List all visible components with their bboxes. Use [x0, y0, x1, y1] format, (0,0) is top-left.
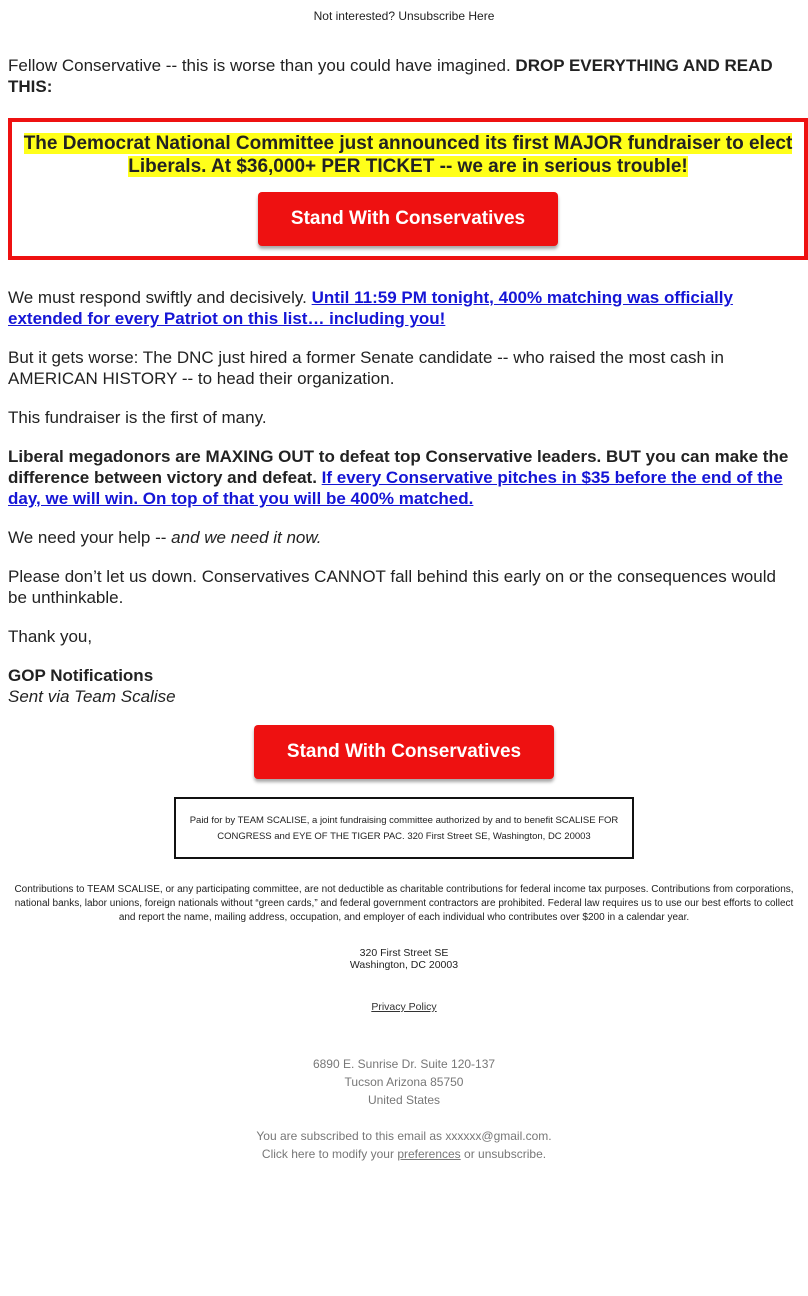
paragraph-dont-let-down: Please don’t let us down. Conservatives CANNOT fall behind this early on or the consequences would be unthinkable. — [8, 567, 776, 607]
mailer-address-line-3: United States — [367, 1093, 441, 1107]
subscribed-text: You are subscribed to this email as xxxxxx@gmail.com. — [256, 1129, 552, 1143]
stand-with-conservatives-bottom-button[interactable]: Stand With Conservatives — [254, 725, 554, 779]
unsubscribe-link[interactable]: Not interested? Unsubscribe Here — [313, 9, 495, 23]
mailer-address-line-1: 6890 E. Sunrise Dr. Suite 120-137 — [312, 1057, 496, 1071]
signature-name: GOP Notifications — [8, 666, 154, 685]
intro-bold: DROP EVERYTHING AND READ THIS: — [8, 56, 773, 96]
alert-box — [8, 118, 808, 260]
address-line-2: Washington, DC 20003 — [349, 959, 459, 971]
paragraph-respond — [8, 287, 798, 329]
bottom-button-wrap — [0, 725, 808, 779]
paid-for-box: Paid for by TEAM SCALISE, a joint fundraising committee authorized by and to benefit SCALISE FOR CONGRESS and EYE OF THE TIGER PAC. 320 First Street SE, Washington, DC 20003 — [174, 797, 634, 859]
modify-suffix: or unsubscribe. — [464, 1147, 547, 1161]
alert-headline-text: The Democrat National Committee just announced its first MAJOR fundraiser to elect Liberals. At $36,000+ PER TICKET -- we are in serious trouble! — [23, 133, 793, 177]
contribution-disclaimer: Contributions to TEAM SCALISE, or any participating committee, are not deductible as charitable contributions for federal income tax purposes. Contributions from corporations, national banks, labor unions, foreign nationals without “green cards,” and federal government contractors are prohibited. Federal law requires us to use our best efforts to collect and report the name, mailing address, occupation, and employer of each individual who contributes over $200 in a calendar year. — [14, 884, 794, 923]
paragraph-worse: But it gets worse: The DNC just hired a former Senate candidate -- who raised the most cash in AMERICAN HISTORY -- to head their organization. — [8, 348, 724, 388]
privacy-policy-wrap — [0, 1001, 808, 1013]
address-line-1: 320 First Street SE — [359, 947, 449, 959]
committee-address — [0, 947, 808, 971]
pitch-in-link[interactable]: If every Conservative pitches in $35 before the end of the day, we will win. On top of that you will be 400% matched. — [8, 468, 783, 508]
subscription-info — [0, 1127, 808, 1163]
need-help-italic: and we need it now. — [171, 528, 322, 547]
privacy-policy-link[interactable]: Privacy Policy — [371, 1001, 437, 1013]
intro-text: Fellow Conservative -- this is worse than you could have imagined. — [8, 56, 511, 75]
matching-link[interactable]: Until 11:59 PM tonight, 400% matching was officially extended for every Patriot on this list… including you! — [8, 288, 733, 328]
signature-sub: Sent via Team Scalise — [8, 687, 176, 706]
need-help-text: We need your help -- — [8, 528, 167, 547]
paragraph-megadonors — [8, 446, 798, 509]
modify-line — [0, 1145, 808, 1163]
respond-text: We must respond swiftly and decisively. — [8, 288, 307, 307]
megadonors-bold: Liberal megadonors are MAXING OUT to defeat top Conservative leaders. BUT you can make the difference between victory and defeat. — [8, 447, 789, 487]
preferences-link[interactable]: preferences — [397, 1147, 461, 1161]
paragraph-first-of-many: This fundraiser is the first of many. — [8, 408, 267, 427]
alert-headline — [12, 132, 804, 178]
mailer-address-line-2: Tucson Arizona 85750 — [344, 1075, 464, 1089]
modify-prefix: Click here to modify your — [261, 1147, 394, 1161]
signature — [8, 665, 798, 707]
stand-with-conservatives-button[interactable]: Stand With Conservatives — [258, 192, 558, 246]
intro-paragraph — [8, 55, 798, 97]
paragraph-thank-you: Thank you, — [8, 627, 93, 646]
paragraph-need-help — [8, 527, 798, 548]
mailer-address — [0, 1055, 808, 1109]
